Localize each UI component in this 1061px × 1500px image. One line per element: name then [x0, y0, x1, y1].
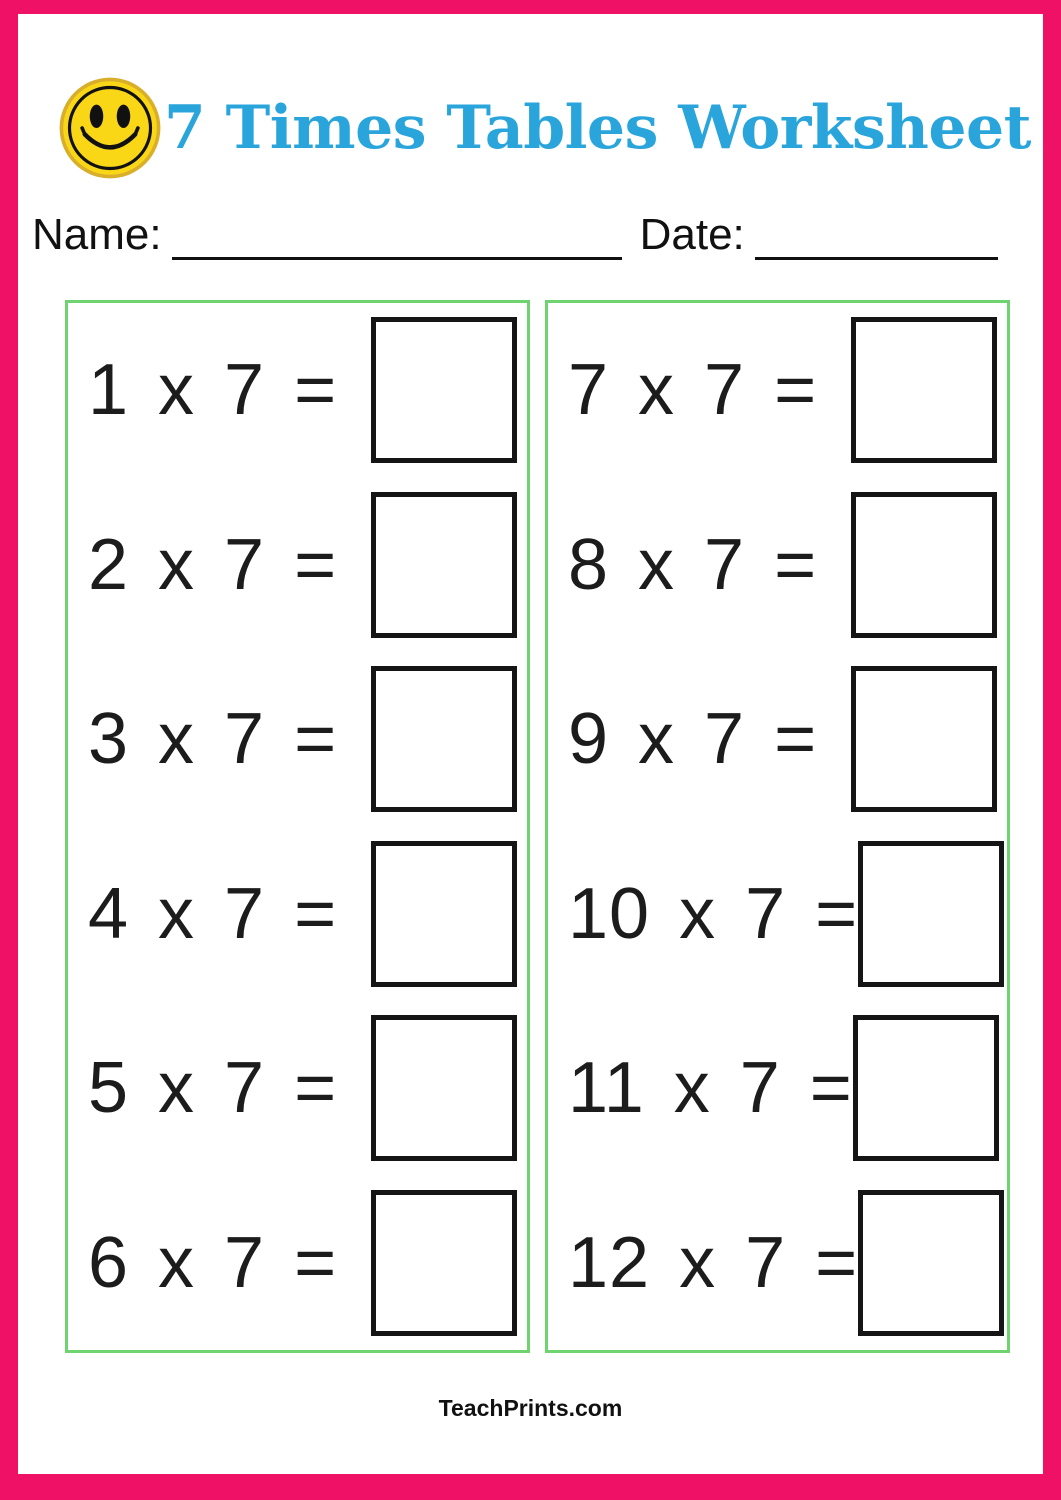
- problem-row: [548, 827, 1007, 1002]
- problem-row: [68, 827, 527, 1002]
- answer-box[interactable]: [371, 841, 517, 987]
- problem-row: [68, 478, 527, 653]
- problem-expression: 9 x 7 =: [568, 699, 818, 780]
- answer-box[interactable]: [371, 1015, 517, 1161]
- answer-box[interactable]: [371, 666, 517, 812]
- answer-box[interactable]: [851, 666, 997, 812]
- name-input-line[interactable]: [172, 210, 622, 260]
- problem-expression: 5 x 7 =: [88, 1048, 338, 1129]
- page-title: 7 Times Tables Worksheet: [164, 93, 1031, 163]
- problem-row: [68, 1176, 527, 1351]
- date-label: Date:: [639, 210, 745, 259]
- name-label: Name:: [32, 210, 162, 259]
- problem-row: [68, 1001, 527, 1176]
- problem-expression: 3 x 7 =: [88, 699, 338, 780]
- problem-row: [548, 1001, 1007, 1176]
- problems-column-left: [65, 300, 530, 1353]
- problem-expression: 11 x 7 =: [568, 1048, 853, 1129]
- smiley-face-icon: [56, 74, 164, 182]
- answer-box[interactable]: [851, 492, 997, 638]
- name-date-row: [18, 210, 1043, 260]
- site-credit: TeachPrints.com: [438, 1395, 623, 1421]
- answer-box[interactable]: [371, 492, 517, 638]
- problem-expression: 10 x 7 =: [568, 873, 859, 954]
- problem-row: [548, 478, 1007, 653]
- problem-row: [548, 303, 1007, 478]
- problem-expression: 1 x 7 =: [88, 350, 338, 431]
- problem-expression: 8 x 7 =: [568, 524, 818, 605]
- answer-box[interactable]: [858, 841, 1004, 987]
- problem-expression: 2 x 7 =: [88, 524, 338, 605]
- answer-box[interactable]: [858, 1190, 1004, 1336]
- problem-row: [548, 1176, 1007, 1351]
- problems-column-right: [545, 300, 1010, 1353]
- date-input-line[interactable]: [755, 210, 998, 260]
- answer-box[interactable]: [853, 1015, 999, 1161]
- problem-expression: 7 x 7 =: [568, 350, 818, 431]
- problem-row: [68, 652, 527, 827]
- answer-box[interactable]: [851, 317, 997, 463]
- answer-box[interactable]: [371, 1190, 517, 1336]
- problem-row: [68, 303, 527, 478]
- problem-row: [548, 652, 1007, 827]
- answer-box[interactable]: [371, 317, 517, 463]
- problem-expression: 6 x 7 =: [88, 1222, 338, 1303]
- header: [18, 14, 1043, 182]
- problem-expression: 12 x 7 =: [568, 1222, 859, 1303]
- problems-area: [65, 300, 1043, 1353]
- problem-expression: 4 x 7 =: [88, 873, 338, 954]
